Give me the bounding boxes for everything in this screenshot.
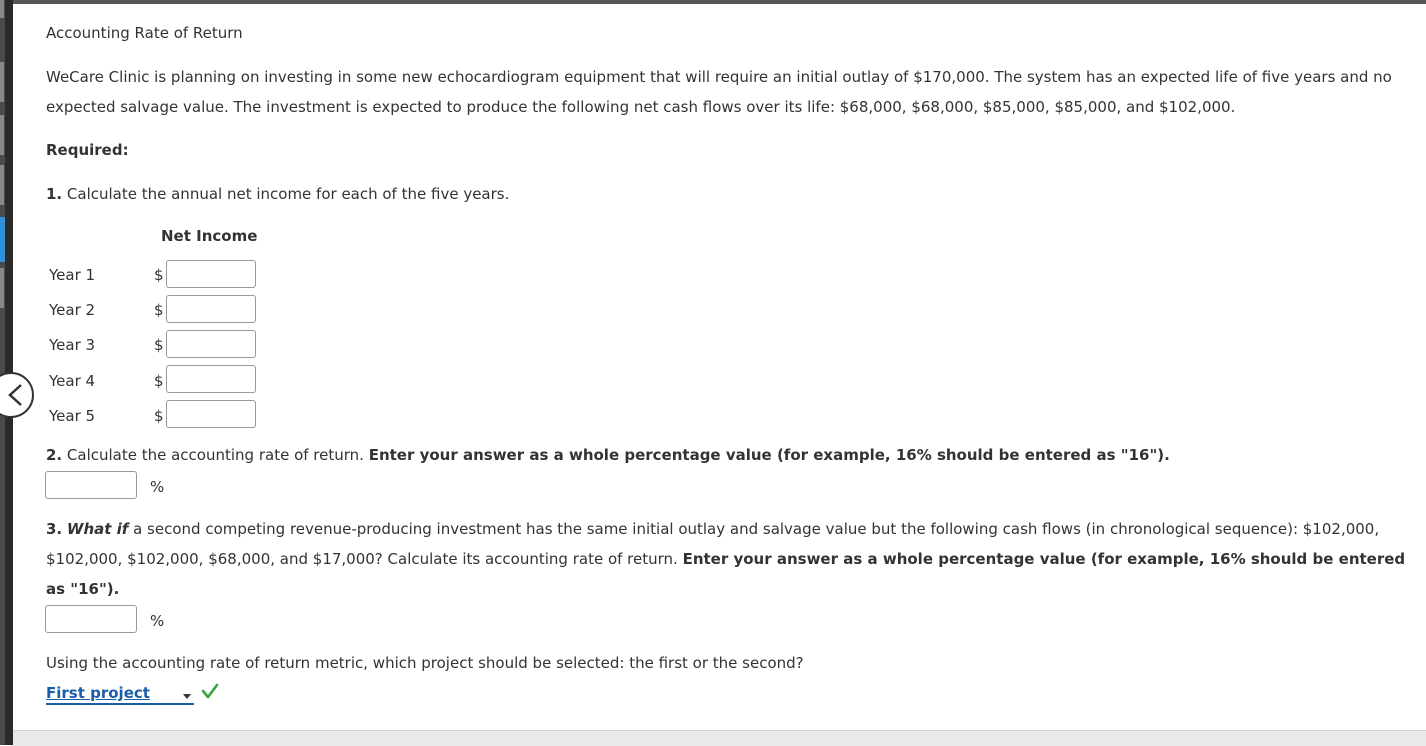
year-4-currency: $ [154, 372, 164, 390]
page-title: Accounting Rate of Return [46, 24, 243, 42]
q3-line-3: as "16"). [46, 580, 120, 598]
q3-line-2-text: $102,000, $102,000, $68,000, and $17,000? Calculate its accounting rate of return. [46, 550, 683, 568]
q1-number: 1. [46, 185, 63, 203]
q2-prompt: Calculate the accounting rate of return. [62, 446, 369, 464]
year-3-net-income-input[interactable] [166, 330, 256, 358]
q1-prompt: Calculate the annual net income for each of the five years. [62, 185, 510, 203]
q3-percent-unit: % [150, 612, 165, 630]
q3-line-2 [46, 544, 1405, 574]
q2-number: 2. [46, 446, 63, 464]
chevron-left-icon [7, 383, 23, 407]
year-1-currency: $ [154, 266, 164, 284]
year-5-net-income-input[interactable] [166, 400, 256, 428]
project-select-value: First project [46, 684, 150, 702]
intro-line-2: expected salvage value. The investment is expected to produce the following net cash flows over its life: $68,000, $68,000, $85,000, $85,000, and $102,000. [46, 98, 1236, 116]
q3-what-if: What if [66, 520, 129, 538]
q2-text [46, 440, 1170, 470]
q2-instruction: Enter your answer as a whole percentage value (for example, 16% should be entered as "16"). [368, 446, 1170, 464]
q4-question: Using the accounting rate of return metric, which project should be selected: the first or the second? [46, 654, 804, 672]
year-3-currency: $ [154, 336, 164, 354]
collapse-panel-button[interactable] [0, 372, 34, 418]
correct-check-icon [201, 682, 219, 704]
net-income-header: Net Income [161, 227, 258, 245]
q3-number: 3. [46, 520, 63, 538]
year-2-label: Year 2 [49, 301, 96, 319]
year-2-currency: $ [154, 301, 164, 319]
year-1-net-income-input[interactable] [166, 260, 256, 288]
top-border [0, 0, 1426, 4]
required-label: Required: [46, 141, 129, 159]
q3-line-1 [46, 514, 1379, 544]
q3-instruction: Enter your answer as a whole percentage value (for example, 16% should be entered [682, 550, 1406, 568]
dropdown-arrow-icon [182, 686, 192, 704]
year-1-label: Year 1 [49, 266, 96, 284]
intro-line-1: WeCare Clinic is planning on investing in some new echocardiogram equipment that will require an initial outlay of $170,000. The system has an expected life of five years and no [46, 68, 1392, 86]
year-3-label: Year 3 [49, 336, 96, 354]
q3-line-1-text: a second competing revenue-producing investment has the same initial outlay and salvage value but the following cash flows (in chronological sequence): $102,000, [128, 520, 1380, 538]
year-2-net-income-input[interactable] [166, 295, 256, 323]
bottom-scroll-bar [13, 730, 1426, 746]
q2-arr-input[interactable] [45, 471, 137, 499]
year-5-currency: $ [154, 407, 164, 425]
year-4-net-income-input[interactable] [166, 365, 256, 393]
project-select[interactable] [46, 683, 194, 705]
q2-percent-unit: % [150, 478, 165, 496]
year-4-label: Year 4 [49, 372, 96, 390]
year-5-label: Year 5 [49, 407, 96, 425]
q3-arr-input[interactable] [45, 605, 137, 633]
q1-text [46, 179, 509, 209]
